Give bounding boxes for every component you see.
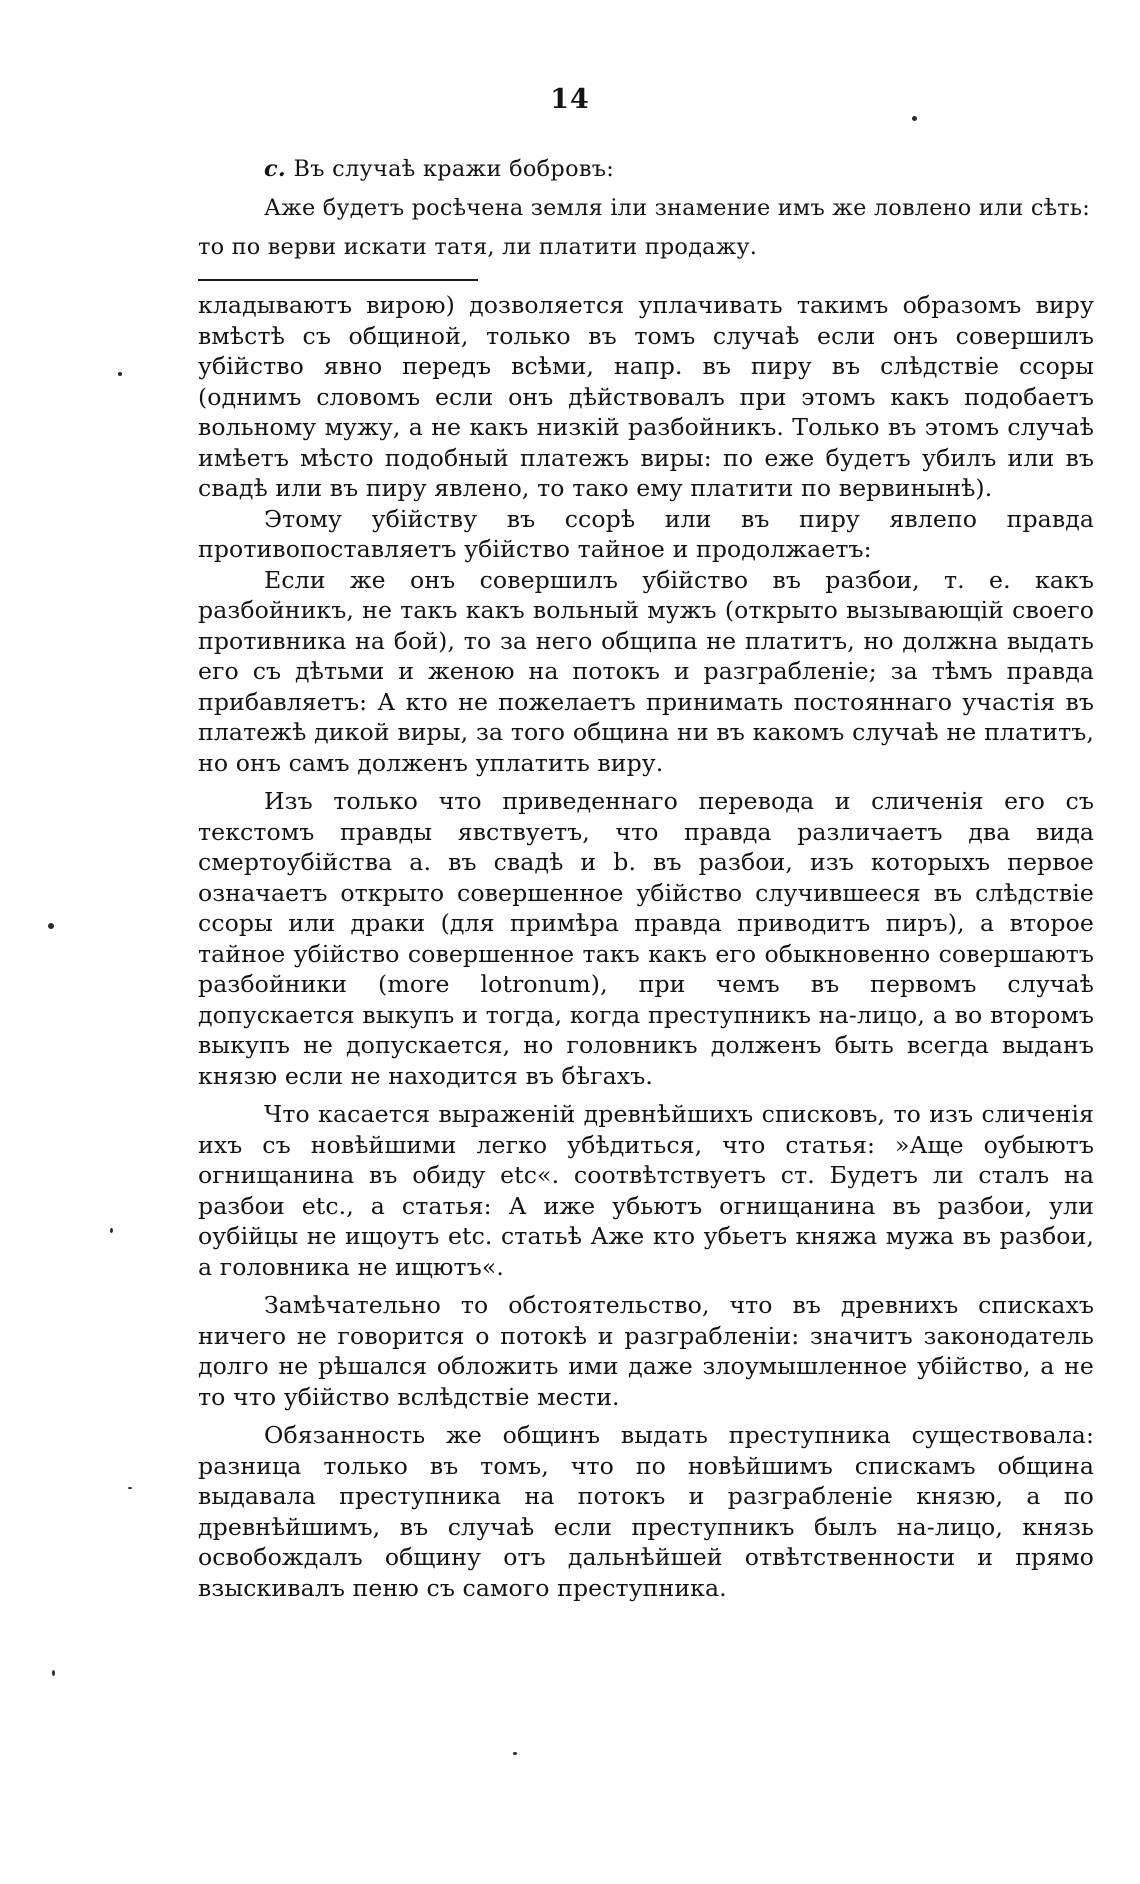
quote-marker: c. [264, 156, 287, 182]
quote-heading-line [198, 150, 1090, 189]
quote-heading: Въ случаѣ кражи бобровъ: [293, 156, 615, 182]
quote-block [198, 150, 1090, 267]
body-paragraph: Если же онъ совершилъ убійство въ разбои, т. е. какъ разбойникъ, не такъ какъ вольный мужъ (открыто вызывающій своего противника на бой), то за него общипа не платитъ, но должна выдать его съ дѣтьми и женою на потокъ и разграбленіе; за тѣмъ правда прибавляетъ: А кто не пожелаетъ принимать постояннаго участія въ платежѣ дикой виры, за того община ни въ какомъ случаѣ не платитъ, но онъ самъ долженъ уплатить виру. [198, 565, 1094, 777]
scan-speck [118, 372, 122, 376]
body-paragraph: Обязанность же общинъ выдать преступника существовала: разница только въ томъ, что по новѣйшимъ спискамъ община выдавала преступника на потокъ и разграбленіе князю, а по древнѣйшимъ, въ случаѣ если преступникъ былъ на-лицо, князь освобождалъ общину отъ дальнѣйшей отвѣтственности и прямо взыскивалъ пеню съ самого преступника. [198, 1421, 1094, 1602]
body-paragraph: Этому убійству въ ссорѣ или въ пиру явлепо правда противопоставляетъ убійство тайное и продолжаетъ: [198, 504, 1094, 563]
scan-speck [52, 1670, 55, 1676]
page-number: 14 [550, 84, 590, 115]
body-text [198, 290, 1094, 1603]
body-paragraph: Замѣчательно то обстоятельство, что въ древнихъ спискахъ ничего не говорится о потокѣ и разграбленіи: значитъ законодатель долго не рѣшался обложить ими даже злоумышленное убійство, а не то что убійство вслѣдствіе мести. [198, 1291, 1094, 1411]
body-paragraph: Изъ только что приведеннаго перевода и сличенія его съ текстомъ правды явствуетъ, что правда различаетъ два вида смертоубійства a. въ свадѣ и b. въ разбои, изъ которыхъ первое означаетъ открыто совершенное убійство случившееся въ слѣдствіе ссоры или драки (для примѣра правда приводитъ пиръ), а второе тайное убійство совершенное такъ какъ его обыкновенно совершаютъ разбойники (more lotronum), при чемъ въ первомъ случаѣ допускается выкупъ и тогда, когда преступникъ на-лицо, а во второмъ выкупъ не допускается, но головникъ долженъ быть всегда выданъ князю если не находится въ бѣгахъ. [198, 787, 1094, 1090]
quote-text: Аже будетъ росѣчена земля іли знамение имъ же ловлено или сѣть: то по верви искати татя, ли платити продажу. [198, 195, 1090, 260]
scan-speck [912, 116, 917, 121]
scan-speck [128, 1487, 132, 1489]
scan-speck [513, 1752, 517, 1755]
scan-speck [110, 1228, 113, 1233]
separator-rule [198, 279, 478, 281]
body-paragraph: Что касается выраженій древнѣйшихъ списковъ, то изъ сличенія ихъ съ новѣйшими легко убѣдиться, что статья: »Аще оубыютъ огнищанина въ обиду etc«. соотвѣтствуетъ ст. Будетъ ли сталъ на разбои etc., а статья: А иже убьютъ огнищанина въ разбои, ули оубійцы не ищоутъ etc. статьѣ Аже кто убьетъ княжа мужа въ разбои, а головника не ищютъ«. [198, 1100, 1094, 1281]
body-paragraph: кладываютъ вирою) дозволяется уплачивать такимъ образомъ виру вмѣстѣ съ общиной, только въ томъ случаѣ если онъ совершилъ убійство явно передъ всѣми, напр. въ пиру въ слѣдствіе ссоры (однимъ словомъ если онъ дѣйствовалъ при этомъ какъ подобаетъ вольному мужу, а не какъ низкій разбойникъ. Только въ этомъ случаѣ имѣетъ мѣсто подобный платежъ виры: по еже будетъ убилъ или въ свадѣ или въ пиру явлено, то тако ему платити по вервинынѣ). [198, 291, 1094, 502]
scan-speck [48, 923, 54, 929]
